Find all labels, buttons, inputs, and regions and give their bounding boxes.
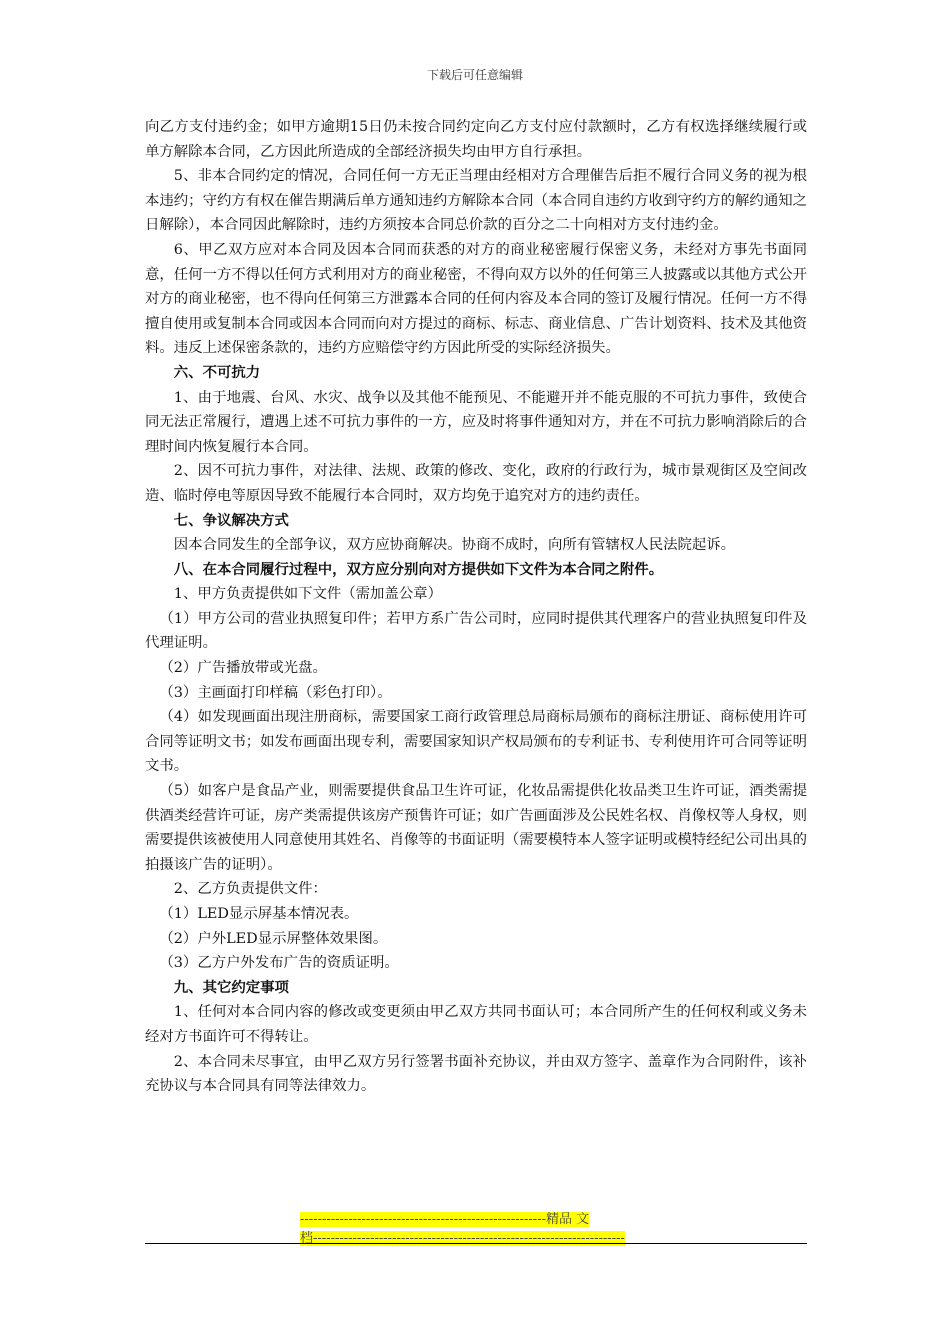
paragraph: 1、由于地震、台风、水灾、战争以及其他不能预见、不能避开并不能克服的不可抗力事件，致使合同无法正常履行，遭遇上述不可抗力事件的一方，应及时将事件通知对方，并在不可抗力影响消除后的合理时间内恢复履行本合同。 [145,389,807,455]
paragraph: 1、任何对本合同内容的修改或变更须由甲乙双方共同书面认可；本合同所产生的任何权利或义务未经对方书面许可不得转让。 [145,1004,807,1045]
list-item: （1）甲方公司的营业执照复印件；若甲方系广告公司时，应同时提供其代理客户的营业执照复印件及代理证明。 [145,610,807,652]
section-heading: 九、其它约定事项 [173,978,289,996]
list-item: （4）如发现画面出现注册商标，需要国家工商行政管理总局商标局颁布的商标注册证、商标使用许可合同等证明文书；如发布画面出现专利，需要国家知识产权局颁布的专利证书、专利使用许可合同等证明文书。 [145,709,807,775]
footer-rule [145,1243,807,1244]
list-item: （1）LED显示屏基本情况表。 [159,906,359,922]
section-heading: 六、不可抗力 [173,363,261,381]
paragraph: 6、甲乙双方应对本合同及因本合同而获悉的对方的商业秘密履行保密义务，未经对方事先书面同意，任何一方不得以任何方式利用对方的商业秘密，不得向双方以外的任何第三人披露或以其他方式公开对方的商业秘密，也不得向任何第三方泄露本合同的任何内容及本合同的签订及履行情况。任何一方不得擅自使用或复制本合同或因本合同而向对方提过的商标、标志、商业信息、广告计划资料、技术及其他资料。违反上述保密条款的，违约方应赔偿守约方因此所受的实际经济损失。 [145,241,807,357]
paragraph: 2、因不可抗力事件，对法律、法规、政策的修改、变化，政府的行政行为，城市景观街区及空间改造、临时停电等原因导致不能履行本合同时，双方均免于追究对方的违约责任。 [145,463,807,504]
paragraph: 1、甲方负责提供如下文件（需加盖公章） [173,586,442,603]
footer-line-2: 档----------------------------------------------------------------------- [300,1231,625,1246]
list-item: （3）乙方户外发布广告的资质证明。 [159,955,399,972]
page-header: 下载后可任意编辑 [426,68,523,82]
section-heading: 七、争议解决方式 [173,511,289,529]
footer-line-1: --------------------------------------------------------精品 文 [300,1212,590,1227]
paragraph: 2、本合同未尽事宜，由甲乙双方另行签署书面补充协议，并由双方签字、盖章作为合同附件，该补充协议与本合同具有同等法律效力。 [145,1053,807,1095]
list-item: （5）如客户是食品产业，则需要提供食品卫生许可证，化妆品需提供化妆品类卫生许可证，酒类需提供酒类经营许可证，房产类需提供该房产预售许可证；如广告画面涉及公民姓名权、肖像权等人身权，则需要提供该被使用人同意使用其姓名、肖像等的书面证明（需要模特本人签字证明或模特经纪公司出具的拍摄该广告的证明）。 [145,783,807,873]
paragraph: 因本合同发生的全部争议，双方应协商解决。协商不成时，向所有管辖权人民法院起诉。 [173,537,736,554]
paragraph: 5、非本合同约定的情况，合同任何一方无正当理由经相对方合理催告后拒不履行合同义务的视为根本违约；守约方有权在催告期满后单方通知违约方解除本合同（本合同自违约方收到守约方的解约通知之日解除），本合同因此解除时，违约方须按本合同总价款的百分之二十向相对方支付违约金。 [145,168,807,234]
section-heading: 八、在本合同履行过程中，双方应分别向对方提供如下文件为本合同之附件。 [173,560,664,578]
list-item: （2）广告播放带或光盘。 [159,660,327,677]
document-body [145,115,807,1099]
paragraph: 向乙方支付违约金；如甲方逾期15日仍未按合同约定向乙方支付应付款额时，乙方有权选择继续履行或单方解除本合同，乙方因此所造成的全部经济损失均由甲方自行承担。 [145,119,807,160]
list-item: （2）户外LED显示屏整体效果图。 [159,930,388,947]
list-item: （3）主画面打印样稿（彩色打印）。 [159,684,392,701]
paragraph: 2、乙方负责提供文件： [173,881,327,898]
